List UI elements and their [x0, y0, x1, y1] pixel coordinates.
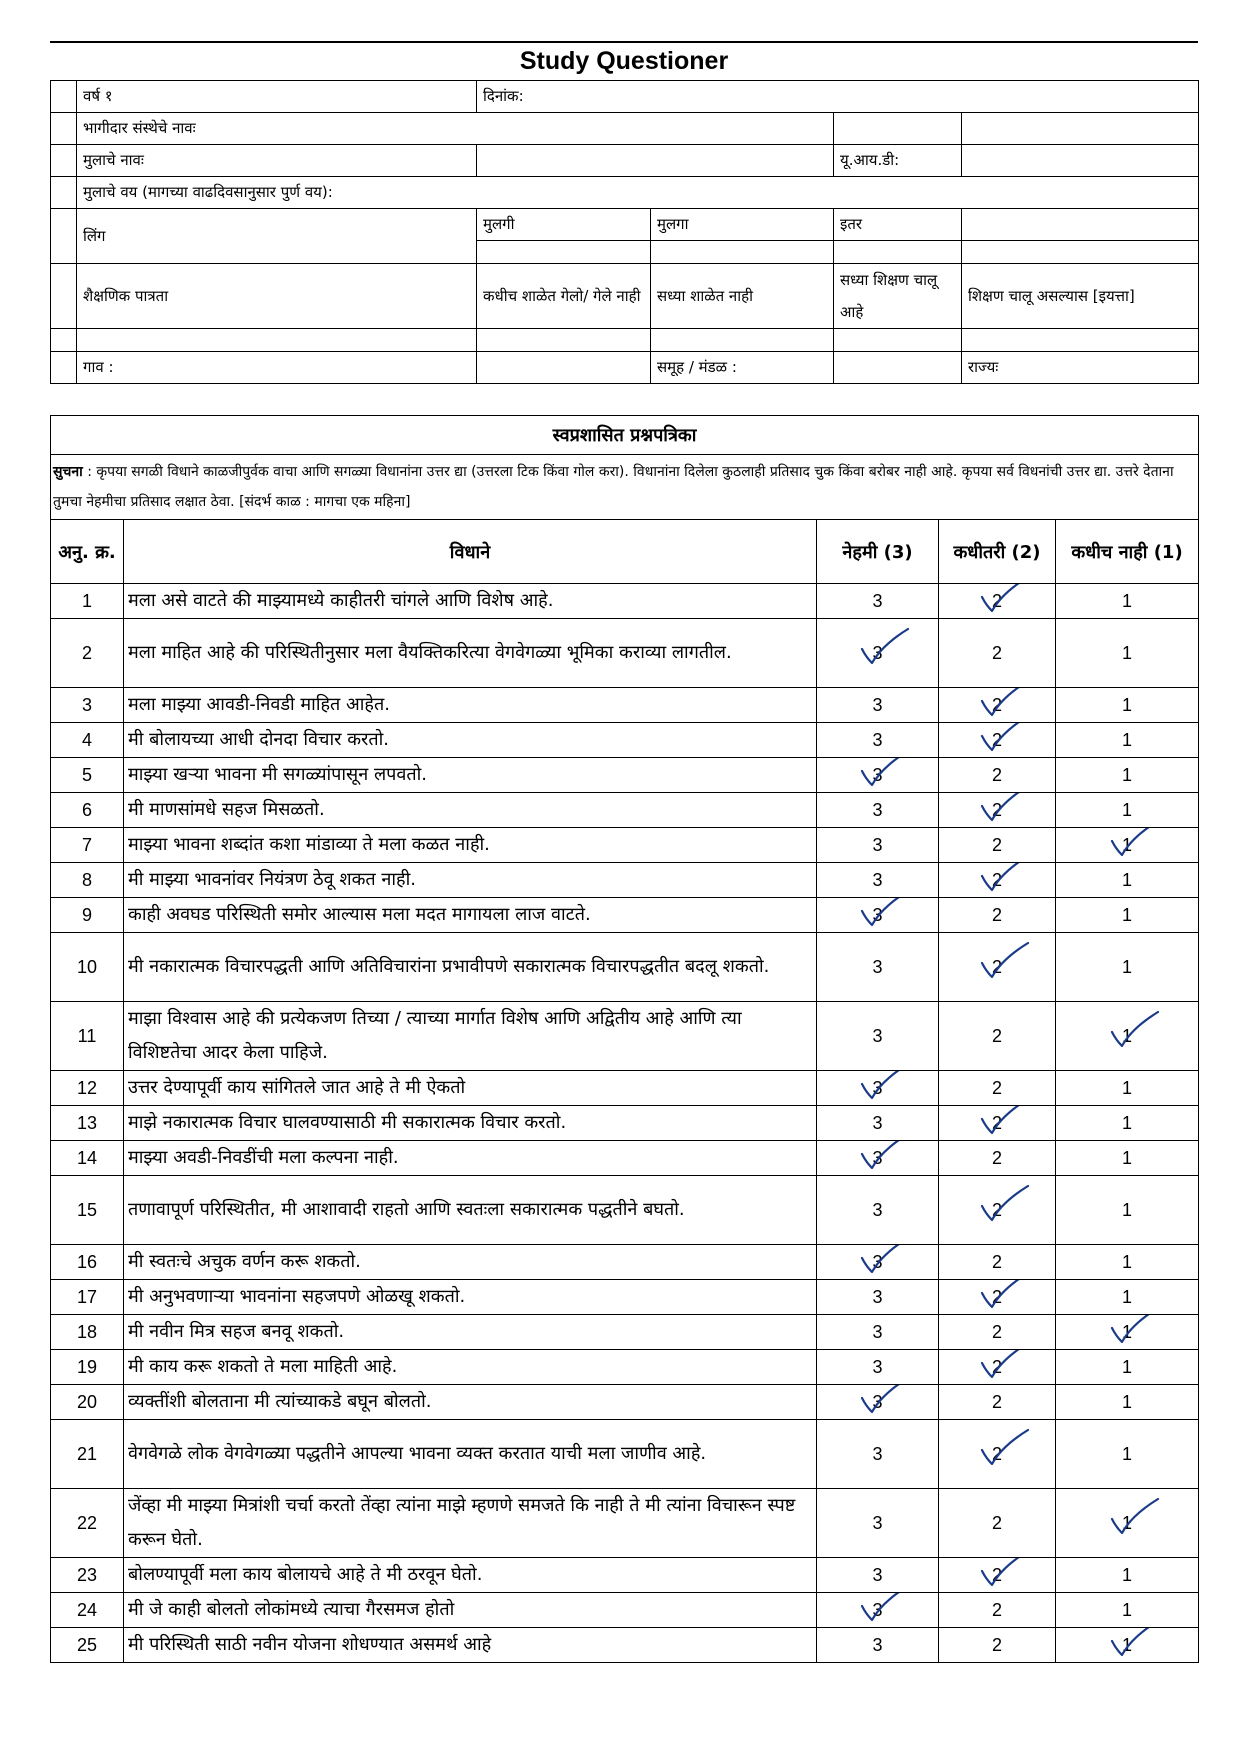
question-number: 22: [51, 1489, 124, 1558]
answer-value: 1: [1121, 1599, 1132, 1620]
question-row: [51, 1071, 1199, 1106]
answer-option-always[interactable]: [817, 723, 939, 758]
question-statement: मी परिस्थिती साठी नवीन योजना शोधण्यात असमर्थ आहे: [124, 1628, 817, 1663]
question-number: 1: [51, 584, 124, 619]
answer-value: 1: [1121, 1356, 1132, 1377]
answer-value: 2: [992, 870, 1002, 891]
answer-value: 2: [992, 957, 1002, 978]
answer-value: 1: [1122, 1322, 1132, 1343]
question-statement: मला माहित आहे की परिस्थितीनुसार मला वैयक्तिकरित्या वेगवेगळ्या भूमिका कराव्या लागतील.: [124, 619, 817, 688]
answer-value: 1: [1122, 1635, 1132, 1656]
question-number: 24: [51, 1593, 124, 1628]
answer-value: 3: [872, 1078, 882, 1099]
answer-option-always[interactable]: [817, 1489, 939, 1558]
question-row: [51, 1106, 1199, 1141]
answer-value: 1: [1121, 1251, 1132, 1272]
partner-blank: [834, 113, 962, 145]
question-statement: मी नकारात्मक विचारपद्धती आणि अतिविचारांना प्रभावीपणे सकारात्मक विचारपद्धतीत बदलू शकतो.: [124, 933, 817, 1002]
answer-value: 2: [991, 1025, 1002, 1046]
answer-value: 3: [872, 869, 883, 890]
answer-value: 1: [1121, 799, 1132, 820]
question-number: 8: [51, 863, 124, 898]
answer-value: 3: [872, 1564, 883, 1585]
partner-blank-2: [962, 113, 1199, 145]
question-statement: माझे नकारात्मक विचार घालवण्यासाठी मी सकारात्मक विचार करतो.: [124, 1106, 817, 1141]
answer-value: 2: [991, 1251, 1002, 1272]
question-row: [51, 1176, 1199, 1245]
answer-value: 2: [991, 1391, 1002, 1412]
answer-option-always[interactable]: [817, 1071, 939, 1106]
tick-mark-icon: [1098, 1006, 1168, 1054]
answer-value: 2: [992, 800, 1002, 821]
question-statement: मी नवीन मित्र सहज बनवू शकतो.: [124, 1315, 817, 1350]
question-number: 7: [51, 828, 124, 863]
question-row: [51, 863, 1199, 898]
group-value[interactable]: [834, 352, 962, 384]
question-number: 14: [51, 1141, 124, 1176]
question-rows: [51, 584, 1199, 1663]
answer-value: 2: [991, 1077, 1002, 1098]
question-number: 6: [51, 793, 124, 828]
question-number: 16: [51, 1245, 124, 1280]
child-name-field[interactable]: मुलाचे नावः: [77, 145, 477, 177]
answer-value: 2: [991, 1512, 1002, 1533]
tick-mark-icon: [1098, 1493, 1168, 1541]
tick-mark-icon: [848, 1593, 918, 1628]
child-age-field[interactable]: मुलाचे वय (मागच्या वाढदिवसानुसार पुर्ण वय):: [77, 177, 1199, 209]
answer-value: 2: [991, 642, 1002, 663]
education-option-studying[interactable]: सध्या शिक्षण चालू आहे: [834, 264, 962, 329]
question-row: [51, 1141, 1199, 1176]
answer-value: 1: [1121, 1199, 1132, 1220]
header-always: नेहमी (3): [817, 520, 939, 584]
group-field[interactable]: समूह / मंडळ :: [651, 352, 834, 384]
answer-value: 3: [872, 1634, 883, 1655]
answer-option-never[interactable]: [1056, 584, 1199, 619]
tick-mark-icon: [848, 1141, 918, 1176]
education-option-grade[interactable]: शिक्षण चालू असल्यास [इयत्ता]: [962, 264, 1199, 329]
answer-option-sometimes[interactable]: [939, 619, 1056, 688]
answer-option-never[interactable]: [1056, 1593, 1199, 1628]
gender-option-other[interactable]: इतर: [834, 209, 962, 241]
answer-option-never[interactable]: [1056, 863, 1199, 898]
answer-option-sometimes[interactable]: [939, 1002, 1056, 1071]
uid-value[interactable]: [962, 145, 1199, 177]
answer-option-never[interactable]: [1056, 1628, 1199, 1663]
answer-option-sometimes[interactable]: [939, 1315, 1056, 1350]
question-statement: माझ्या खऱ्या भावना मी सगळ्यांपासून लपवतो.: [124, 758, 817, 793]
question-row: [51, 828, 1199, 863]
answer-value: 2: [992, 730, 1002, 751]
question-number: 2: [51, 619, 124, 688]
answer-value: 3: [872, 1112, 883, 1133]
year-label: वर्ष १: [77, 81, 477, 113]
answer-option-always[interactable]: [817, 1002, 939, 1071]
question-number: 3: [51, 688, 124, 723]
question-row: [51, 619, 1199, 688]
question-statement: मला असे वाटते की माझ्यामध्ये काहीतरी चांगले आणि विशेष आहे.: [124, 584, 817, 619]
question-row: [51, 1420, 1199, 1489]
answer-value: 3: [872, 694, 883, 715]
gender-option-boy[interactable]: मुलगा: [651, 209, 834, 241]
partner-org-field[interactable]: भागीदार संस्थेचे नावः: [77, 113, 834, 145]
tick-mark-icon: [1098, 1628, 1168, 1663]
answer-value: 1: [1121, 694, 1132, 715]
answer-value: 1: [1122, 1513, 1132, 1534]
answer-option-never[interactable]: [1056, 1280, 1199, 1315]
answer-value: 1: [1121, 869, 1132, 890]
answer-option-sometimes[interactable]: [939, 828, 1056, 863]
answer-option-sometimes[interactable]: [939, 723, 1056, 758]
question-row: [51, 758, 1199, 793]
answer-value: 2: [992, 1357, 1002, 1378]
answer-option-always[interactable]: [817, 584, 939, 619]
header-statement: विधाने: [124, 520, 817, 584]
question-number: 21: [51, 1420, 124, 1489]
instructions-label: सुचना: [53, 464, 83, 480]
question-row: [51, 1245, 1199, 1280]
question-row: [51, 793, 1199, 828]
question-row: [51, 584, 1199, 619]
answer-value: 3: [872, 1321, 883, 1342]
answer-value: 2: [992, 1113, 1002, 1134]
question-statement: मी अनुभवणाऱ्या भावनांना सहजपणे ओळखू शकतो.: [124, 1280, 817, 1315]
answer-option-never[interactable]: [1056, 933, 1199, 1002]
question-row: [51, 1280, 1199, 1315]
answer-option-never[interactable]: [1056, 688, 1199, 723]
answer-value: 3: [872, 1512, 883, 1533]
tick-mark-icon: [848, 1385, 918, 1420]
answer-value: 3: [872, 1443, 883, 1464]
answer-value: 2: [991, 1634, 1002, 1655]
question-number: 4: [51, 723, 124, 758]
answer-option-always[interactable]: [817, 1350, 939, 1385]
answer-value: 1: [1121, 1286, 1132, 1307]
tick-mark-icon: [968, 793, 1038, 828]
question-number: 19: [51, 1350, 124, 1385]
question-statement: मी माणसांमधे सहज मिसळतो.: [124, 793, 817, 828]
question-row: [51, 898, 1199, 933]
answer-value: 1: [1121, 956, 1132, 977]
question-statement: मी स्वतःचे अचुक वर्णन करू शकतो.: [124, 1245, 817, 1280]
answer-option-never[interactable]: [1056, 1141, 1199, 1176]
answer-value: 3: [872, 643, 882, 664]
answer-option-always[interactable]: [817, 898, 939, 933]
question-row: [51, 723, 1199, 758]
answer-value: 2: [992, 1200, 1002, 1221]
answer-option-sometimes[interactable]: [939, 1280, 1056, 1315]
page-title: Study Questioner: [519, 47, 729, 75]
answer-option-always[interactable]: [817, 1106, 939, 1141]
question-row: [51, 1628, 1199, 1663]
gender-label: लिंग: [77, 209, 477, 264]
answer-option-sometimes[interactable]: [939, 1489, 1056, 1558]
tick-mark-icon: [848, 1245, 918, 1280]
question-statement: जेंव्हा मी माझ्या मित्रांशी चर्चा करतो तेंव्हा त्यांना माझे म्हणणे समजते कि नाही ते मी त्यांना विचारून स्पष्ट करून घेतो.: [124, 1489, 817, 1558]
answer-value: 3: [872, 1286, 883, 1307]
education-option-never[interactable]: कधीच शाळेत गेलो/ गेले नाही: [477, 264, 651, 329]
top-rule: [50, 41, 1198, 43]
answer-option-always[interactable]: [817, 933, 939, 1002]
question-statement: मला माझ्या आवडी-निवडी माहित आहेत.: [124, 688, 817, 723]
answer-option-never[interactable]: [1056, 1106, 1199, 1141]
question-statement: माझ्या अवडी-निवडींची मला कल्पना नाही.: [124, 1141, 817, 1176]
tick-mark-icon: [848, 623, 918, 671]
answer-option-never[interactable]: [1056, 1350, 1199, 1385]
village-value[interactable]: [477, 352, 651, 384]
answer-option-sometimes[interactable]: [939, 1176, 1056, 1245]
answer-option-never[interactable]: [1056, 1385, 1199, 1420]
answer-value: 2: [991, 1321, 1002, 1342]
tick-mark-icon: [1098, 1315, 1168, 1350]
participant-info-table: [50, 80, 1199, 384]
answer-value: 1: [1121, 1443, 1132, 1464]
question-statement: बोलण्यापूर्वी मला काय बोलायचे आहे ते मी ठरवून घेतो.: [124, 1558, 817, 1593]
answer-value: 3: [872, 834, 883, 855]
answer-value: 1: [1121, 764, 1132, 785]
answer-value: 1: [1121, 1391, 1132, 1412]
child-name-value[interactable]: [477, 145, 834, 177]
answer-option-never[interactable]: [1056, 1176, 1199, 1245]
answer-value: 2: [992, 591, 1002, 612]
question-statement: माझ्या भावना शब्दांत कशा मांडाव्या ते मला कळत नाही.: [124, 828, 817, 863]
answer-value: 2: [991, 1599, 1002, 1620]
tick-mark-icon: [968, 1350, 1038, 1385]
answer-value: 2: [991, 1147, 1002, 1168]
answer-option-always[interactable]: [817, 688, 939, 723]
answer-option-sometimes[interactable]: [939, 1558, 1056, 1593]
answer-option-always[interactable]: [817, 1280, 939, 1315]
questionnaire-table: [50, 415, 1199, 1663]
answer-value: 2: [992, 1287, 1002, 1308]
question-statement: मी काय करू शकतो ते मला माहिती आहे.: [124, 1350, 817, 1385]
answer-option-sometimes[interactable]: [939, 898, 1056, 933]
education-option-not-in-school[interactable]: सध्या शाळेत नाही: [651, 264, 834, 329]
question-number: 17: [51, 1280, 124, 1315]
answer-option-always[interactable]: [817, 1593, 939, 1628]
answer-option-never[interactable]: [1056, 1489, 1199, 1558]
answer-value: 3: [872, 1148, 882, 1169]
tick-mark-icon: [968, 1424, 1038, 1472]
question-number: 5: [51, 758, 124, 793]
answer-option-never[interactable]: [1056, 1558, 1199, 1593]
answer-option-never[interactable]: [1056, 793, 1199, 828]
tick-mark-icon: [1098, 828, 1168, 863]
question-row: [51, 1489, 1199, 1558]
answer-option-sometimes[interactable]: [939, 793, 1056, 828]
answer-value: 1: [1121, 1564, 1132, 1585]
answer-value: 1: [1121, 729, 1132, 750]
tick-mark-icon: [968, 1280, 1038, 1315]
question-number: 10: [51, 933, 124, 1002]
answer-option-always[interactable]: [817, 758, 939, 793]
answer-value: 3: [872, 1025, 883, 1046]
answer-option-never[interactable]: [1056, 1002, 1199, 1071]
question-number: 9: [51, 898, 124, 933]
tick-mark-icon: [968, 688, 1038, 723]
answer-option-sometimes[interactable]: [939, 1106, 1056, 1141]
question-statement: माझा विश्वास आहे की प्रत्येकजण तिच्या / त्याच्या मार्गात विशेष आणि अद्वितीय आहे आणि त्या विशिष्टतेचा आदर केला पाहिजे.: [124, 1002, 817, 1071]
answer-option-sometimes[interactable]: [939, 1628, 1056, 1663]
answer-option-always[interactable]: [817, 1245, 939, 1280]
question-statement: वेगवेगळे लोक वेगवेगळ्या पद्धतीने आपल्या भावना व्यक्त करतात याची मला जाणीव आहे.: [124, 1420, 817, 1489]
answer-option-sometimes[interactable]: [939, 1350, 1056, 1385]
question-number: 13: [51, 1106, 124, 1141]
answer-option-never[interactable]: [1056, 619, 1199, 688]
answer-option-always[interactable]: [817, 619, 939, 688]
question-row: [51, 933, 1199, 1002]
tick-mark-icon: [848, 898, 918, 933]
answer-value: 2: [992, 1565, 1002, 1586]
tick-mark-icon: [968, 1106, 1038, 1141]
answer-option-always[interactable]: [817, 1558, 939, 1593]
question-row: [51, 688, 1199, 723]
tick-mark-icon: [968, 723, 1038, 758]
header-never: कधीच नाही (1): [1056, 520, 1199, 584]
tick-mark-icon: [968, 863, 1038, 898]
answer-option-never[interactable]: [1056, 898, 1199, 933]
question-number: 18: [51, 1315, 124, 1350]
question-number: 11: [51, 1002, 124, 1071]
answer-value: 2: [992, 1444, 1002, 1465]
village-field[interactable]: गाव :: [77, 352, 477, 384]
answer-option-always[interactable]: [817, 1385, 939, 1420]
answer-option-never[interactable]: [1056, 758, 1199, 793]
answer-value: 2: [991, 904, 1002, 925]
answer-option-sometimes[interactable]: [939, 1245, 1056, 1280]
answer-option-always[interactable]: [817, 793, 939, 828]
answer-option-never[interactable]: [1056, 1071, 1199, 1106]
answer-value: 3: [872, 905, 882, 926]
answer-option-never[interactable]: [1056, 828, 1199, 863]
answer-value: 2: [992, 695, 1002, 716]
answer-value: 3: [872, 1600, 882, 1621]
answer-option-never[interactable]: [1056, 1420, 1199, 1489]
answer-value: 3: [872, 729, 883, 750]
tick-mark-icon: [848, 758, 918, 793]
answer-option-sometimes[interactable]: [939, 1141, 1056, 1176]
answer-option-sometimes[interactable]: [939, 1385, 1056, 1420]
answer-option-sometimes[interactable]: [939, 688, 1056, 723]
question-statement: मी माझ्या भावनांवर नियंत्रण ठेवू शकत नाही.: [124, 863, 817, 898]
answer-value: 1: [1121, 1112, 1132, 1133]
question-statement: काही अवघड परिस्थिती समोर आल्यास मला मदत मागायला लाज वाटते.: [124, 898, 817, 933]
gender-option-girl[interactable]: मुलगी: [477, 209, 651, 241]
answer-value: 3: [872, 1199, 883, 1220]
answer-option-sometimes[interactable]: [939, 933, 1056, 1002]
tick-mark-icon: [968, 1180, 1038, 1228]
answer-option-always[interactable]: [817, 1176, 939, 1245]
question-row: [51, 1350, 1199, 1385]
answer-value: 3: [872, 799, 883, 820]
question-statement: मी जे काही बोलतो लोकांमध्ये त्याचा गैरसमज होतो: [124, 1593, 817, 1628]
answer-option-always[interactable]: [817, 863, 939, 898]
header-serial: अनु. क्र.: [51, 520, 124, 584]
answer-option-always[interactable]: [817, 1420, 939, 1489]
state-field[interactable]: राज्यः: [962, 352, 1199, 384]
question-statement: व्यक्तींशी बोलताना मी त्यांच्याकडे बघून बोलतो.: [124, 1385, 817, 1420]
instructions: [51, 455, 1199, 520]
answer-option-sometimes[interactable]: [939, 1071, 1056, 1106]
answer-option-never[interactable]: [1056, 1315, 1199, 1350]
question-number: 25: [51, 1628, 124, 1663]
answer-value: 3: [872, 956, 883, 977]
question-number: 12: [51, 1071, 124, 1106]
question-row: [51, 1385, 1199, 1420]
answer-option-sometimes[interactable]: [939, 1420, 1056, 1489]
answer-value: 2: [991, 764, 1002, 785]
answer-value: 1: [1121, 642, 1132, 663]
tick-mark-icon: [968, 1558, 1038, 1593]
answer-value: 1: [1122, 835, 1132, 856]
answer-option-sometimes[interactable]: [939, 584, 1056, 619]
questionnaire-title: स्वप्रशासित प्रश्नपत्रिका: [51, 416, 1199, 455]
question-number: 20: [51, 1385, 124, 1420]
tick-mark-icon: [848, 1071, 918, 1106]
answer-option-sometimes[interactable]: [939, 1593, 1056, 1628]
answer-value: 3: [872, 1356, 883, 1377]
question-number: 23: [51, 1558, 124, 1593]
answer-value: 1: [1121, 590, 1132, 611]
answer-value: 3: [872, 1392, 882, 1413]
question-row: [51, 1315, 1199, 1350]
header-sometimes: कधीतरी (2): [939, 520, 1056, 584]
question-statement: उत्तर देण्यापूर्वी काय सांगितले जात आहे ते मी ऐकतो: [124, 1071, 817, 1106]
answer-option-never[interactable]: [1056, 723, 1199, 758]
uid-label: यू.आय.डी:: [834, 145, 962, 177]
question-row: [51, 1002, 1199, 1071]
question-row: [51, 1593, 1199, 1628]
question-statement: मी बोलायच्या आधी दोनदा विचार करतो.: [124, 723, 817, 758]
tick-mark-icon: [968, 937, 1038, 985]
answer-option-always[interactable]: [817, 828, 939, 863]
question-statement: तणावापूर्ण परिस्थितीत, मी आशावादी राहतो आणि स्वतःला सकारात्मक पद्धतीने बघतो.: [124, 1176, 817, 1245]
answer-value: 1: [1122, 1026, 1132, 1047]
answer-option-never[interactable]: [1056, 1245, 1199, 1280]
tick-mark-icon: [968, 584, 1038, 619]
question-number: 15: [51, 1176, 124, 1245]
answer-option-always[interactable]: [817, 1141, 939, 1176]
question-row: [51, 1558, 1199, 1593]
answer-value: 1: [1121, 1077, 1132, 1098]
education-label: शैक्षणिक पात्रता: [77, 264, 477, 329]
answer-value: 2: [991, 834, 1002, 855]
answer-value: 3: [872, 765, 882, 786]
answer-option-always[interactable]: [817, 1315, 939, 1350]
answer-value: 1: [1121, 1147, 1132, 1168]
answer-option-always[interactable]: [817, 1628, 939, 1663]
answer-option-sometimes[interactable]: [939, 758, 1056, 793]
answer-value: 3: [872, 1252, 882, 1273]
answer-value: 1: [1121, 904, 1132, 925]
date-field[interactable]: दिनांक:: [477, 81, 1199, 113]
answer-value: 3: [872, 590, 883, 611]
answer-option-sometimes[interactable]: [939, 863, 1056, 898]
instructions-text: : कृपया सगळी विधाने काळजीपुर्वक वाचा आणि सगळ्या विधानांना उत्तर द्या (उत्तरला टिक किंवा गोल करा). विधानांना दिलेला कुठलाही प्रतिसाद चुक किंवा बरोबर नाही आहे. कृपया सर्व विधनांची उत्तर द्या. उत्तरे देताना तुमचा नेहमीचा प्रतिसाद लक्षात ठेवा. [संदर्भ काळ : मागचा एक महिना]: [53, 464, 1174, 510]
